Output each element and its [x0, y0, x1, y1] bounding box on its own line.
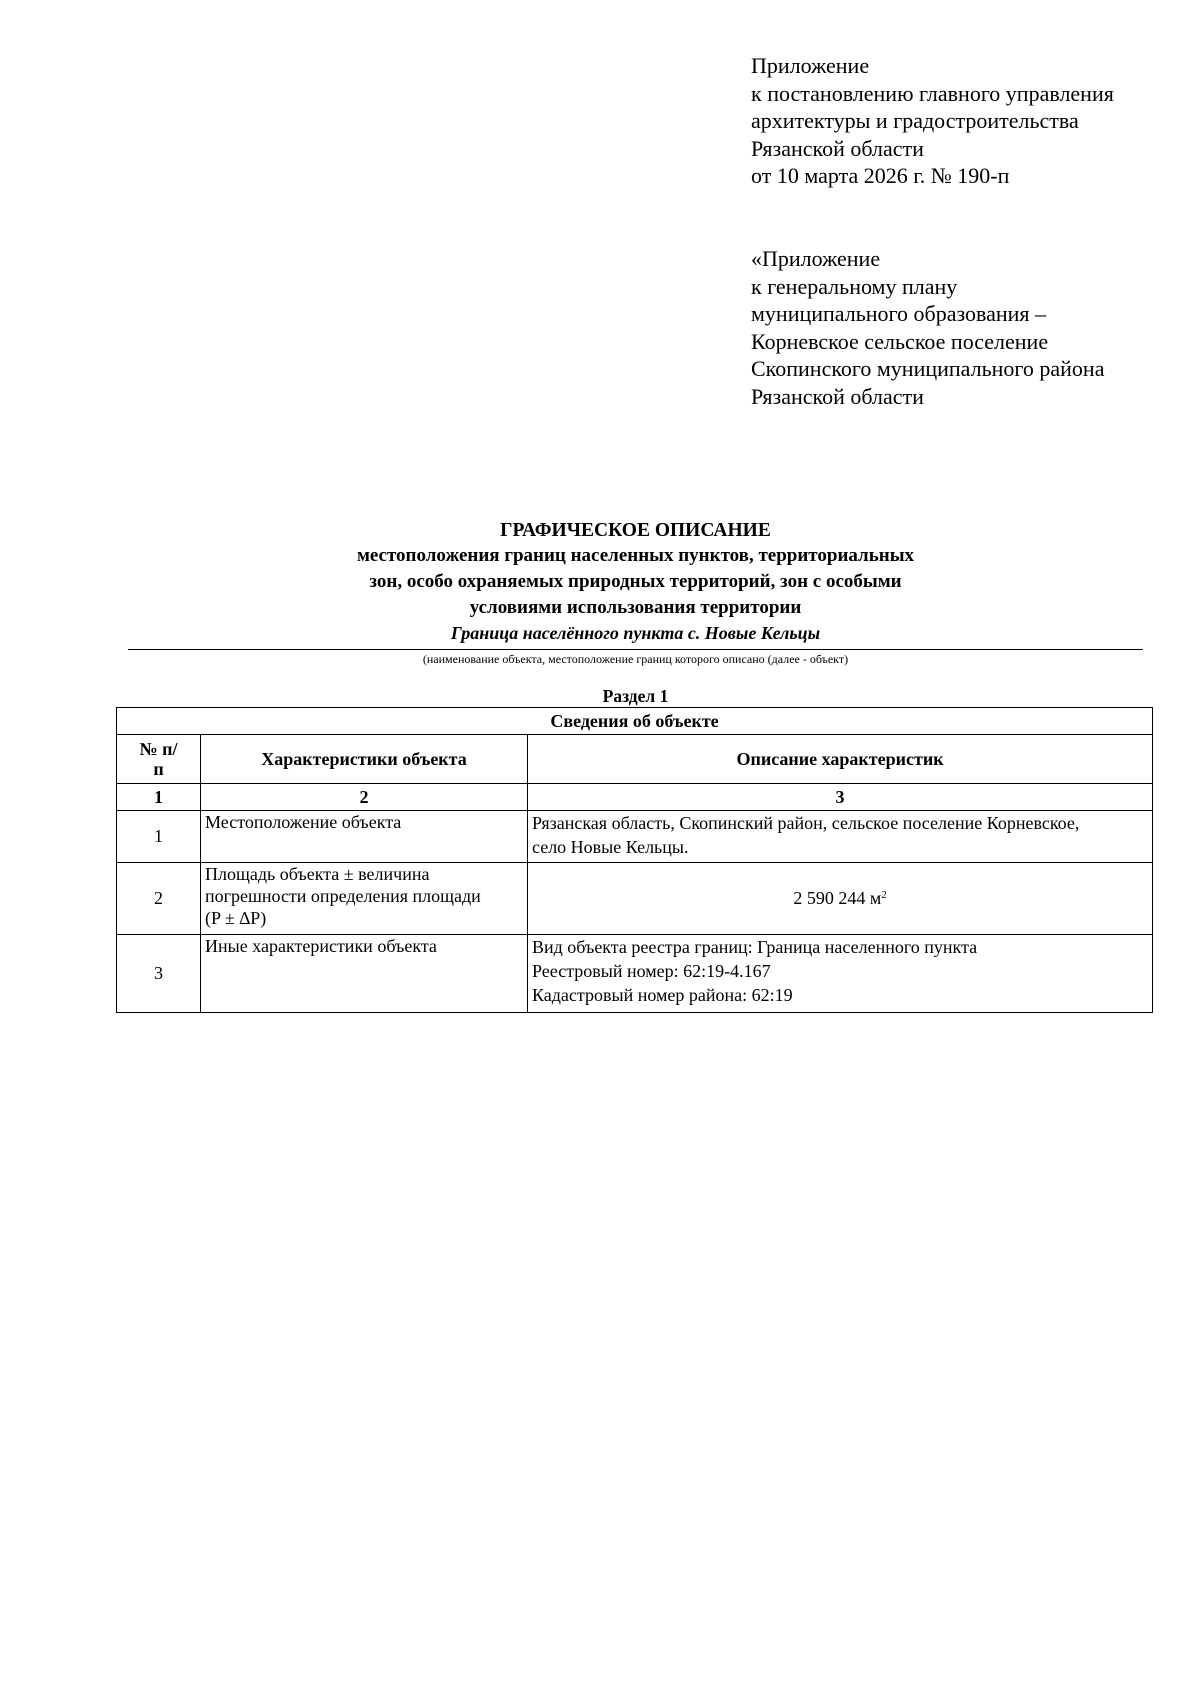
column-number: 3 — [528, 784, 1153, 811]
annex-line: архитектуры и градостроительства — [751, 108, 1079, 133]
description-line: Рязанская область, Скопинский район, сельское поселение Корневское, — [532, 813, 1080, 833]
table-row — [117, 863, 1153, 935]
annex-plan-header — [751, 245, 1104, 410]
annex-plan-line: к генеральному плану — [751, 273, 958, 299]
annex-plan-line: «Приложение — [751, 246, 881, 271]
column-number: 1 — [117, 784, 201, 811]
characteristic-line: погрешности определения площади — [205, 886, 481, 906]
table-row — [117, 935, 1153, 1013]
annex-line: Рязанской области — [751, 135, 924, 161]
subtitle-line: условиями использования территории — [469, 597, 802, 618]
annex-header — [751, 52, 1114, 190]
row-characteristic: Местоположение объекта — [201, 811, 528, 863]
object-name-underline — [128, 649, 1143, 650]
row-number: 2 — [117, 863, 201, 935]
table-caption-row — [117, 708, 1153, 735]
object-info-table — [116, 707, 1153, 1013]
object-name-caption: (наименование объекта, местоположение границ которого описано (далее - объект) — [422, 652, 849, 666]
area-value: 2 590 244 м — [793, 888, 882, 908]
description-line: Кадастровый номер района: 62:19 — [532, 985, 793, 1005]
annex-line: от 10 марта 2026 г. № 190-п — [751, 163, 1010, 188]
row-number: 1 — [117, 811, 201, 863]
characteristic-line: Площадь объекта ± величина — [205, 864, 430, 884]
row-description — [528, 811, 1153, 863]
header-description: Описание характеристик — [528, 735, 1153, 784]
header-characteristic: Характеристики объекта — [201, 735, 528, 784]
annex-plan-line: Рязанской области — [751, 383, 924, 409]
annex-line: Приложение — [751, 53, 870, 78]
row-number: 3 — [117, 935, 201, 1013]
section-title: Раздел 1 — [602, 686, 669, 706]
row-characteristic: Иные характеристики объекта — [201, 935, 528, 1013]
header-num — [117, 735, 201, 784]
object-name: Граница населённого пункта с. Новые Кельцы — [450, 623, 821, 643]
document-subtitle — [128, 543, 1143, 621]
annex-line: к постановлению главного управления — [751, 80, 1114, 106]
column-number: 2 — [201, 784, 528, 811]
annex-plan-line: муниципального образования – — [751, 301, 1047, 326]
row-description — [528, 935, 1153, 1013]
row-description — [528, 863, 1153, 935]
document-title-block — [128, 518, 1143, 645]
area-unit-superscript: 2 — [881, 889, 887, 901]
row-characteristic — [201, 863, 528, 935]
description-line: Вид объекта реестра границ: Граница населенного пункта — [532, 937, 978, 957]
description-line: село Новые Кельцы. — [532, 837, 689, 857]
annex-plan-line: Корневское сельское поселение — [751, 328, 1049, 354]
table-caption: Сведения об объекте — [117, 708, 1153, 735]
column-number-row — [117, 784, 1153, 811]
header-num-label: № п/п — [139, 739, 178, 779]
subtitle-line: зон, особо охраняемых природных территорий, зон с особыми — [369, 571, 902, 592]
description-line: Реестровый номер: 62:19-4.167 — [532, 961, 771, 981]
annex-plan-line: Скопинского муниципального района — [751, 356, 1105, 381]
table-row — [117, 811, 1153, 863]
subtitle-line: местоположения границ населенных пунктов, территориальных — [356, 545, 915, 566]
table-header-row — [117, 735, 1153, 784]
characteristic-line: (P ± ∆P) — [205, 908, 267, 928]
document-title: ГРАФИЧЕСКОЕ ОПИСАНИЕ — [500, 520, 771, 541]
